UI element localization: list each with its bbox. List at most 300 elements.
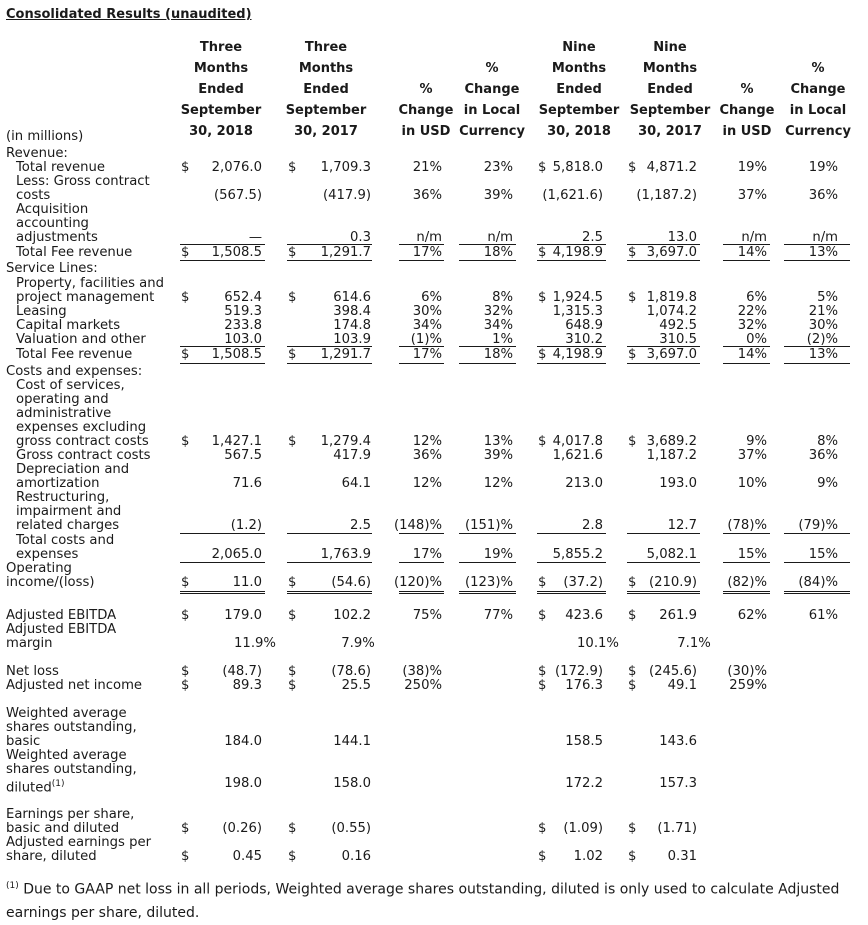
table-cell: 1,291.7 xyxy=(320,245,371,260)
table-cell: (1.71) xyxy=(657,821,697,836)
underline-rule xyxy=(723,562,770,563)
underline-rule xyxy=(459,346,516,347)
currency-symbol: $ xyxy=(181,678,190,693)
underline-rule xyxy=(180,533,265,534)
column-header: Nine Months Ended September 30, 2017 xyxy=(629,40,711,139)
row-label: Weighted average shares outstanding, diluted$^{(1)}$ xyxy=(6,748,137,796)
underline-rule xyxy=(399,346,444,347)
table-cell: 12% xyxy=(483,476,513,491)
underline-rule xyxy=(459,593,516,594)
underline-rule xyxy=(459,244,516,245)
table-cell: 36% xyxy=(808,188,838,203)
row-label: Adjusted EBITDA margin xyxy=(6,622,117,651)
row-label: Leasing xyxy=(16,304,67,319)
underline-rule xyxy=(723,593,770,594)
table-cell: (1.2) xyxy=(230,518,262,533)
currency-symbol: $ xyxy=(538,608,547,623)
footnote-marker: (1) xyxy=(6,881,19,891)
table-cell: 64.1 xyxy=(341,476,371,491)
row-label: Adjusted net income xyxy=(6,678,143,693)
table-cell: 103.0 xyxy=(224,332,262,347)
table-cell: 5,818.0 xyxy=(552,160,603,175)
column-header: Nine Months Ended September 30, 2018 xyxy=(538,40,620,139)
table-cell: (567.5) xyxy=(213,188,262,203)
table-cell: 2.8 xyxy=(582,518,603,533)
underline-rule xyxy=(399,533,444,534)
underline-rule xyxy=(627,591,700,592)
table-cell: 34% xyxy=(483,318,513,333)
table-cell: 17% xyxy=(412,547,442,562)
table-cell: (172.9) xyxy=(554,664,603,679)
table-cell: (148)% xyxy=(394,518,442,533)
underline-rule xyxy=(537,363,606,364)
currency-symbol: $ xyxy=(181,849,190,864)
table-cell: 4,198.9 xyxy=(552,347,603,362)
currency-symbol: $ xyxy=(288,664,297,679)
table-cell: 13% xyxy=(483,434,513,449)
row-label: Total revenue xyxy=(16,160,105,175)
row-label: Total Fee revenue xyxy=(16,245,133,260)
currency-symbol: $ xyxy=(288,434,297,449)
underline-rule xyxy=(399,562,444,563)
table-cell: 49.1 xyxy=(667,678,697,693)
underline-rule xyxy=(180,591,265,592)
table-cell: 4,871.2 xyxy=(646,160,697,175)
table-cell: 1,187.2 xyxy=(646,448,697,463)
currency-symbol: $ xyxy=(181,434,190,449)
table-cell: 176.3 xyxy=(565,678,603,693)
table-cell: 157.3 xyxy=(659,776,697,791)
table-cell: 2.5 xyxy=(350,518,371,533)
table-cell: 103.9 xyxy=(333,332,371,347)
table-cell: 492.5 xyxy=(659,318,697,333)
table-cell: (38)% xyxy=(402,664,442,679)
footnote xyxy=(6,875,864,925)
underline-rule xyxy=(784,363,850,364)
table-cell: 417.9 xyxy=(333,448,371,463)
table-cell: (1,621.6) xyxy=(542,188,603,203)
row-label: Total Fee revenue xyxy=(16,347,133,362)
underline-rule xyxy=(627,562,700,563)
table-cell: 19% xyxy=(808,160,838,175)
row-label: Gross contract costs xyxy=(16,448,151,463)
currency-symbol: $ xyxy=(538,434,547,449)
underline-rule xyxy=(537,593,606,594)
table-cell: 1,291.7 xyxy=(320,347,371,362)
table-cell: 34% xyxy=(412,318,442,333)
underline-rule xyxy=(180,260,265,261)
currency-symbol: $ xyxy=(181,664,190,679)
underline-rule xyxy=(180,593,265,594)
table-cell: 310.5 xyxy=(659,332,697,347)
underline-rule xyxy=(180,562,265,563)
table-cell: (79)% xyxy=(798,518,838,533)
currency-symbol: $ xyxy=(628,347,637,362)
underline-rule xyxy=(537,244,606,245)
table-cell: (78.6) xyxy=(331,664,371,679)
table-cell: n/m xyxy=(812,230,838,245)
table-cell: 1% xyxy=(492,332,513,347)
underline-rule xyxy=(723,363,770,364)
currency-symbol: $ xyxy=(181,347,190,362)
table-cell: 0.31 xyxy=(667,849,697,864)
table-cell: 22% xyxy=(737,304,767,319)
table-cell: 310.2 xyxy=(565,332,603,347)
table-cell: 1,315.3 xyxy=(552,304,603,319)
underline-rule xyxy=(399,260,444,261)
table-cell: 1,621.6 xyxy=(552,448,603,463)
row-label: Adjusted EBITDA xyxy=(6,608,117,623)
table-cell: (30)% xyxy=(727,664,767,679)
unit-label: (in millions) xyxy=(6,129,84,144)
table-cell: 179.0 xyxy=(224,608,262,623)
table-cell: 9% xyxy=(817,476,838,491)
table-cell: 17% xyxy=(412,347,442,362)
row-label: Acquisition accounting adjustments xyxy=(16,202,98,245)
table-cell: 1.02 xyxy=(573,849,603,864)
underline-rule xyxy=(627,593,700,594)
table-cell: 7.9% xyxy=(341,636,375,651)
table-cell: 158.5 xyxy=(565,734,603,749)
underline-rule xyxy=(287,363,372,364)
underline-rule xyxy=(287,346,372,347)
table-cell: 1,427.1 xyxy=(211,434,262,449)
underline-rule xyxy=(784,593,850,594)
footnote-text: Due to GAAP net loss in all periods, Weighted average shares outstanding, diluted is only used to calculate Adjusted earnings per share, diluted. xyxy=(6,881,840,921)
table-cell: (54.6) xyxy=(331,575,371,590)
currency-symbol: $ xyxy=(628,434,637,449)
underline-rule xyxy=(627,363,700,364)
table-cell: 4,017.8 xyxy=(552,434,603,449)
table-cell: 37% xyxy=(737,188,767,203)
currency-symbol: $ xyxy=(628,160,637,175)
table-cell: 4,198.9 xyxy=(552,245,603,260)
table-cell: 144.1 xyxy=(333,734,371,749)
table-cell: 5% xyxy=(817,290,838,305)
table-cell: 1,279.4 xyxy=(320,434,371,449)
underline-rule xyxy=(784,533,850,534)
table-cell: 2.5 xyxy=(582,230,603,245)
table-cell: 11.9% xyxy=(234,636,276,651)
currency-symbol: $ xyxy=(181,575,190,590)
currency-symbol: $ xyxy=(288,347,297,362)
table-cell: (417.9) xyxy=(322,188,371,203)
underline-rule xyxy=(537,591,606,592)
currency-symbol: $ xyxy=(538,664,547,679)
table-cell: 71.6 xyxy=(232,476,262,491)
underline-rule xyxy=(180,346,265,347)
underline-rule xyxy=(723,591,770,592)
currency-symbol: $ xyxy=(181,160,190,175)
table-cell: 614.6 xyxy=(333,290,371,305)
underline-rule xyxy=(399,363,444,364)
table-cell: 25.5 xyxy=(341,678,371,693)
table-cell: 1,924.5 xyxy=(552,290,603,305)
table-cell: 36% xyxy=(808,448,838,463)
table-cell: 21% xyxy=(412,160,442,175)
currency-symbol: $ xyxy=(628,849,637,864)
underline-rule xyxy=(459,562,516,563)
table-cell: 250% xyxy=(404,678,442,693)
table-cell: 1,819.8 xyxy=(646,290,697,305)
table-cell: 1,508.5 xyxy=(211,245,262,260)
underline-rule xyxy=(399,244,444,245)
currency-symbol: $ xyxy=(288,290,297,305)
currency-symbol: $ xyxy=(538,160,547,175)
underline-rule xyxy=(784,244,850,245)
table-cell: 8% xyxy=(817,434,838,449)
currency-symbol: $ xyxy=(288,849,297,864)
table-cell: 30% xyxy=(412,304,442,319)
table-cell: 89.3 xyxy=(232,678,262,693)
table-cell: 15% xyxy=(737,547,767,562)
table-cell: n/m xyxy=(741,230,767,245)
underline-rule xyxy=(459,363,516,364)
table-cell: n/m xyxy=(487,230,513,245)
underline-rule xyxy=(287,533,372,534)
table-cell: (2)% xyxy=(806,332,838,347)
underline-rule xyxy=(180,244,265,245)
table-cell: 1,709.3 xyxy=(320,160,371,175)
table-cell: 39% xyxy=(483,448,513,463)
table-cell: 10.1% xyxy=(577,636,619,651)
table-cell: 36% xyxy=(412,188,442,203)
currency-symbol: $ xyxy=(538,347,547,362)
underline-rule xyxy=(723,346,770,347)
table-cell: 102.2 xyxy=(333,608,371,623)
table-cell: 13% xyxy=(808,347,838,362)
underline-rule xyxy=(723,260,770,261)
table-cell: 61% xyxy=(808,608,838,623)
currency-symbol: $ xyxy=(288,678,297,693)
table-cell: 75% xyxy=(412,608,442,623)
underline-rule xyxy=(537,562,606,563)
underline-rule xyxy=(459,533,516,534)
row-label: Restructuring, impairment and related charges xyxy=(16,490,122,533)
underline-rule xyxy=(537,260,606,261)
table-cell: 423.6 xyxy=(565,608,603,623)
table-cell: 19% xyxy=(483,547,513,562)
underline-rule xyxy=(287,260,372,261)
table-cell: 36% xyxy=(412,448,442,463)
table-cell: 17% xyxy=(412,245,442,260)
column-header: % Change in USD xyxy=(719,82,775,139)
table-cell: 1,763.9 xyxy=(320,547,371,562)
table-cell: (123)% xyxy=(465,575,513,590)
underline-rule xyxy=(399,591,444,592)
underline-rule xyxy=(399,593,444,594)
table-cell: 3,697.0 xyxy=(646,347,697,362)
table-cell: 5,855.2 xyxy=(552,547,603,562)
table-cell: 37% xyxy=(737,448,767,463)
table-cell: 30% xyxy=(808,318,838,333)
table-cell: 5,082.1 xyxy=(646,547,697,562)
table-cell: 0.45 xyxy=(232,849,262,864)
table-cell: 567.5 xyxy=(224,448,262,463)
table-cell: — xyxy=(248,230,262,245)
row-label: Property, facilities and project management xyxy=(16,276,164,305)
table-cell: (1.09) xyxy=(563,821,603,836)
table-cell: 12.7 xyxy=(667,518,697,533)
table-cell: (48.7) xyxy=(222,664,262,679)
table-cell: 62% xyxy=(737,608,767,623)
table-cell: 11.0 xyxy=(232,575,262,590)
row-label: Valuation and other xyxy=(16,332,146,347)
currency-symbol: $ xyxy=(288,160,297,175)
table-cell: (84)% xyxy=(798,575,838,590)
table-cell: (120)% xyxy=(394,575,442,590)
currency-symbol: $ xyxy=(288,575,297,590)
currency-symbol: $ xyxy=(628,290,637,305)
underline-rule xyxy=(287,591,372,592)
currency-symbol: $ xyxy=(538,290,547,305)
table-cell: 18% xyxy=(483,245,513,260)
row-label: Total costs and expenses xyxy=(16,533,115,562)
table-cell: 233.8 xyxy=(224,318,262,333)
table-cell: 174.8 xyxy=(333,318,371,333)
underline-rule xyxy=(784,591,850,592)
table-cell: 3,689.2 xyxy=(646,434,697,449)
table-cell: (37.2) xyxy=(563,575,603,590)
table-cell: 519.3 xyxy=(224,304,262,319)
underline-rule xyxy=(537,346,606,347)
underline-rule xyxy=(459,591,516,592)
column-header: % Change in Local Currency xyxy=(785,61,851,139)
table-cell: 1,074.2 xyxy=(646,304,697,319)
currency-symbol: $ xyxy=(288,245,297,260)
currency-symbol: $ xyxy=(628,608,637,623)
table-cell: (245.6) xyxy=(648,664,697,679)
currency-symbol: $ xyxy=(288,608,297,623)
row-label: Capital markets xyxy=(16,318,121,333)
table-cell: 14% xyxy=(737,347,767,362)
currency-symbol: $ xyxy=(538,821,547,836)
currency-symbol: $ xyxy=(628,245,637,260)
underline-rule xyxy=(627,244,700,245)
column-header: % Change in USD xyxy=(398,82,454,139)
underline-rule xyxy=(287,562,372,563)
table-cell: 648.9 xyxy=(565,318,603,333)
table-title: Consolidated Results (unaudited) xyxy=(6,7,252,22)
table-cell: 193.0 xyxy=(659,476,697,491)
table-cell: 143.6 xyxy=(659,734,697,749)
table-cell: 10% xyxy=(737,476,767,491)
underline-rule xyxy=(537,533,606,534)
table-cell: 15% xyxy=(808,547,838,562)
table-cell: (78)% xyxy=(727,518,767,533)
table-cell: 32% xyxy=(737,318,767,333)
table-cell: 6% xyxy=(746,290,767,305)
table-cell: 198.0 xyxy=(224,776,262,791)
underline-rule xyxy=(180,363,265,364)
row-label: Depreciation and amortization xyxy=(16,462,130,491)
table-cell: 8% xyxy=(492,290,513,305)
currency-symbol: $ xyxy=(181,821,190,836)
underline-rule xyxy=(459,260,516,261)
table-cell: 2,076.0 xyxy=(211,160,262,175)
row-label: Earnings per share, basic and diluted xyxy=(6,807,135,836)
currency-symbol: $ xyxy=(181,290,190,305)
currency-symbol: $ xyxy=(628,664,637,679)
footnote-reference: (1) xyxy=(51,779,65,789)
table-cell: 259% xyxy=(729,678,767,693)
table-cell: 261.9 xyxy=(659,608,697,623)
table-cell: 14% xyxy=(737,245,767,260)
table-cell: (1)% xyxy=(410,332,442,347)
currency-symbol: $ xyxy=(628,575,637,590)
underline-rule xyxy=(287,593,372,594)
row-label: Operating income/(loss) xyxy=(6,561,95,590)
currency-symbol: $ xyxy=(181,608,190,623)
currency-symbol: $ xyxy=(628,821,637,836)
currency-symbol: $ xyxy=(538,849,547,864)
row-label: Service Lines: xyxy=(6,261,98,276)
underline-rule xyxy=(627,260,700,261)
table-cell: 12% xyxy=(412,434,442,449)
table-cell: 12% xyxy=(412,476,442,491)
table-cell: 18% xyxy=(483,347,513,362)
table-cell: 1,508.5 xyxy=(211,347,262,362)
table-cell: n/m xyxy=(416,230,442,245)
row-label: Costs and expenses: xyxy=(6,364,143,379)
table-cell: 7.1% xyxy=(677,636,711,651)
table-cell: (210.9) xyxy=(648,575,697,590)
table-cell: 9% xyxy=(746,434,767,449)
table-cell: 0.3 xyxy=(350,230,371,245)
row-label: Revenue: xyxy=(6,146,68,161)
table-cell: (0.55) xyxy=(331,821,371,836)
currency-symbol: $ xyxy=(288,821,297,836)
table-cell: (0.26) xyxy=(222,821,262,836)
table-cell: (151)% xyxy=(465,518,513,533)
table-cell: 39% xyxy=(483,188,513,203)
table-cell: 2,065.0 xyxy=(211,547,262,562)
underline-rule xyxy=(287,244,372,245)
underline-rule xyxy=(723,533,770,534)
table-cell: 158.0 xyxy=(333,776,371,791)
underline-rule xyxy=(784,260,850,261)
row-label: Net loss xyxy=(6,664,59,679)
currency-symbol: $ xyxy=(628,678,637,693)
column-header: Three Months Ended September 30, 2018 xyxy=(180,40,262,139)
row-label: Adjusted earnings per share, diluted xyxy=(6,835,152,864)
row-label: Less: Gross contract costs xyxy=(16,174,150,203)
table-cell: 13% xyxy=(808,245,838,260)
table-cell: 0.16 xyxy=(341,849,371,864)
table-cell: 213.0 xyxy=(565,476,603,491)
column-header: Three Months Ended September 30, 2017 xyxy=(285,40,367,139)
table-cell: 172.2 xyxy=(565,776,603,791)
table-cell: 19% xyxy=(737,160,767,175)
table-cell: 77% xyxy=(483,608,513,623)
table-cell: 6% xyxy=(421,290,442,305)
underline-rule xyxy=(784,562,850,563)
row-label: Weighted average shares outstanding, basic xyxy=(6,706,137,749)
table-cell: 23% xyxy=(483,160,513,175)
row-label: Cost of services, operating and administrative expenses excluding gross contract costs xyxy=(16,378,149,449)
underline-rule xyxy=(723,244,770,245)
table-cell: 21% xyxy=(808,304,838,319)
underline-rule xyxy=(627,346,700,347)
currency-symbol: $ xyxy=(538,575,547,590)
table-cell: 32% xyxy=(483,304,513,319)
table-cell: (1,187.2) xyxy=(636,188,697,203)
currency-symbol: $ xyxy=(181,245,190,260)
underline-rule xyxy=(627,533,700,534)
table-cell: 652.4 xyxy=(224,290,262,305)
table-cell: 398.4 xyxy=(333,304,371,319)
table-cell: 13.0 xyxy=(667,230,697,245)
